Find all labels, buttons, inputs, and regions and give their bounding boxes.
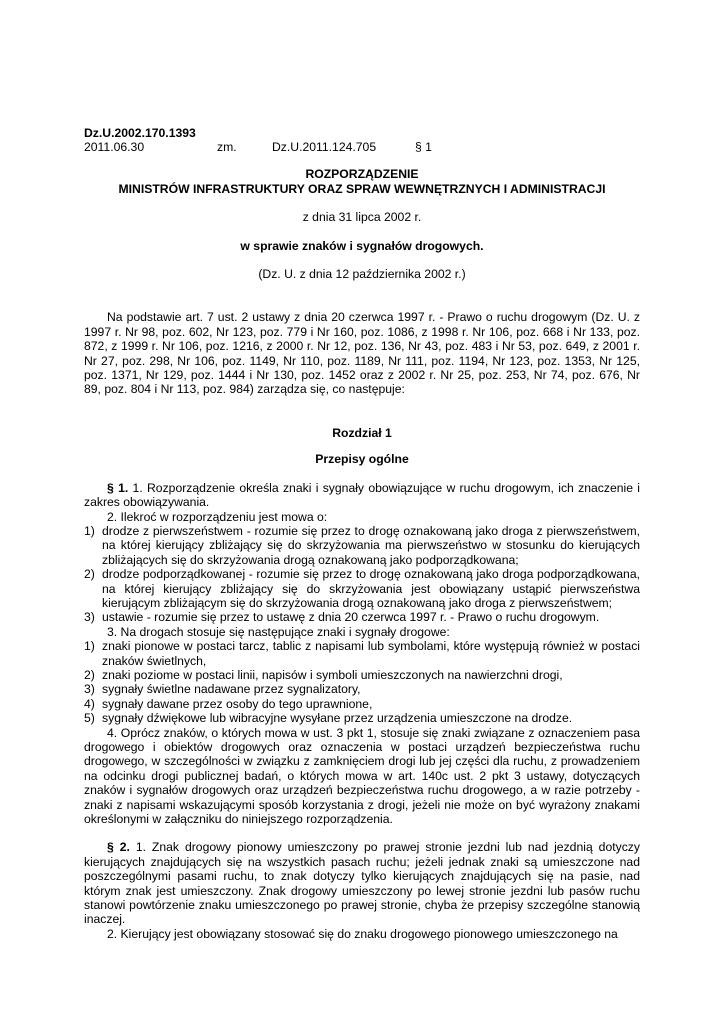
list-item-text: znaki poziome w postaci linii, napisów i symboli umieszczonych na nawierzchni drogi, [102, 667, 563, 682]
title-subject: w sprawie znaków i sygnałów drogowych. [240, 238, 484, 253]
par2-p2: 2. Kierujący jest obowiązany stosować się do znaku drogowego pionowego umieszczonego na [107, 926, 618, 941]
list-item-number: 2) [84, 567, 95, 582]
list-item-text: drodze podporządkowanej - rozumie się przez to drogę oznakowaną jako droga podporządkowana, na której kierujący zbliżający się do skrzyżowania jest obowiązany ustąpić pierwszeństwa kierującym zbliżającym się do skrzyżowania drogą oznakowaną jako droga z pierwszeństwem; [102, 567, 640, 610]
document-id: Dz.U.2002.170.1393 [84, 126, 196, 140]
list-item [84, 682, 640, 696]
list-item-text: drodze z pierwszeństwem - rozumie się przez to drogę oznakowaną jako droga z pierwszeństwem, na której kierujący zbliżający się do skrzyżowania ma pierwszeństwo w stosunku do kierujących zbliżających się do skrzyżowania drogą oznakowaną jako podporządkowana; [102, 523, 640, 567]
header-zm: zm. [217, 140, 237, 155]
document-page [84, 126, 640, 941]
list-item-number: 4) [84, 696, 95, 711]
chapter-title: Przepisy ogólne [315, 452, 409, 467]
list-item-text: ustawie - rozumie się przez to ustawę z dnia 20 czerwca 1997 r. - Prawo o ruchu drogowym. [102, 610, 600, 625]
title-line2: MINISTRÓW INFRASTRUKTURY ORAZ SPRAW WEWNĘTRZNYCH I ADMINISTRACJI [118, 181, 606, 196]
list-item [84, 711, 640, 725]
list-item-text: sygnały dawane przez osoby do tego uprawnione, [102, 696, 373, 711]
header-amendment: Dz.U.2011.124.705 [272, 140, 377, 155]
list-item-number: 3) [84, 610, 95, 625]
list-item-number: 2) [84, 667, 95, 682]
list-item [84, 524, 640, 567]
preamble: Na podstawie art. 7 ust. 2 ustawy z dnia 20 czerwca 1997 r. - Prawo o ruchu drogowym (Dz. U. z 1997 r. Nr 98, poz. 602, Nr 123, poz. 779 i Nr 160, poz. 1086, z 1998 r. Nr 106, poz. 668 i Nr 133, poz. 872, z 1999 r. Nr 106, poz. 1216, z 2000 r. Nr 12, poz. 136, Nr 43, poz. 483 i Nr 53, poz. 649, z 2001 r. Nr 27, poz. 298, Nr 106, poz. 1149, Nr 110, poz. 1189, Nr 111, poz. 1194, Nr 123, poz. 1353, Nr 125, poz. 1371, Nr 129, poz. 1444 i Nr 130, poz. 1452 oraz z 2002 r. Nr 25, poz. 253, Nr 74, poz. 676, Nr 89, poz. 804 i Nr 113, poz. 984) zarządza się, co następuje: [84, 310, 640, 397]
par1-p1-text: 1. Rozporządzenie określa znaki i sygnały obowiązujące w ruchu drogowym, ich znaczenie i zakres obowiązywania. [84, 480, 640, 510]
list-item-number: 5) [84, 711, 95, 726]
list-item-text: znaki pionowe w postaci tarcz, tablic z napisami lub symbolami, które występują również w postaci znaków świetlnych, [102, 639, 640, 668]
list-item-number: 1) [84, 639, 95, 654]
list-item [84, 639, 640, 668]
par1-p3: 3. Na drogach stosuje się następujące znaki i sygnały drogowe: [107, 624, 450, 639]
par1-label: § 1. [107, 480, 129, 495]
list-item [84, 610, 640, 624]
list-item-text: sygnały dźwiękowe lub wibracyjne wysyłane przez urządzenia umieszczone na drodze. [102, 711, 573, 726]
list-item-text: sygnały świetlne nadawane przez sygnalizatory, [102, 682, 361, 697]
list-item [84, 567, 640, 610]
par2-p1-text: 1. Znak drogowy pionowy umieszczony po prawej stronie jezdni lub nad jezdnią dotyczy kierujących znajdujących się na wszystkich pasach ruchu; jeżeli jednak znaki są umieszczone nad poszczególnymi pasami ruchu, to znak dotyczy tylko kierujących znajdujących się na pasie, nad którym znak jest umieszczony. Znak drogowy umieszczony po lewej stronie jezdni lub pasów ruchu stanowi powtórzenie znaku umieszczonego po prawej stronie, chyba że przepisy szczególne stanowią inaczej. [84, 840, 640, 927]
list-item [84, 668, 640, 682]
title-publication: (Dz. U. z dnia 12 października 2002 r.) [258, 267, 466, 282]
title-line1: ROZPORZĄDZENIE [305, 167, 419, 182]
header-section: § 1 [415, 140, 432, 155]
list-item [84, 697, 640, 711]
list-item-number: 3) [84, 682, 95, 697]
par1-p4: 4. Oprócz znaków, o których mowa w ust. 3 pkt 1, stosuje się znaki związane z oznaczeniem pasa drogowego i obiektów drogowych oraz oznaczenia w postaci urządzeń bezpieczeństwa ruchu drogowego, w szczególności w związku z zamknięciem drogi lub jej części dla ruchu, z prowadzeniem na odcinku drogi publicznej badań, o których mowa w art. 140c ust. 2 pkt 3 ustawy, dotyczących znaków i sygnałów drogowych oraz urządzeń bezpieczeństwa ruchu drogowego, a w razie potrzeby - znaki z napisami wskazującymi sposób korzystania z drogi, jeżeli nie może on być wyrażony znakami określonymi w załączniku do niniejszego rozporządzenia. [84, 725, 640, 827]
list-item-number: 1) [84, 523, 95, 538]
header-row [84, 140, 640, 155]
par1-p2: 2. Ilekroć w rozporządzeniu jest mowa o: [107, 509, 328, 524]
par2-p1 [84, 840, 640, 926]
par2-label: § 2. [107, 840, 130, 855]
title-date: z dnia 31 lipca 2002 r. [302, 210, 422, 225]
chapter-label: Rozdział 1 [332, 425, 392, 440]
header-date: 2011.06.30 [84, 140, 145, 155]
par1-p1 [84, 481, 640, 510]
